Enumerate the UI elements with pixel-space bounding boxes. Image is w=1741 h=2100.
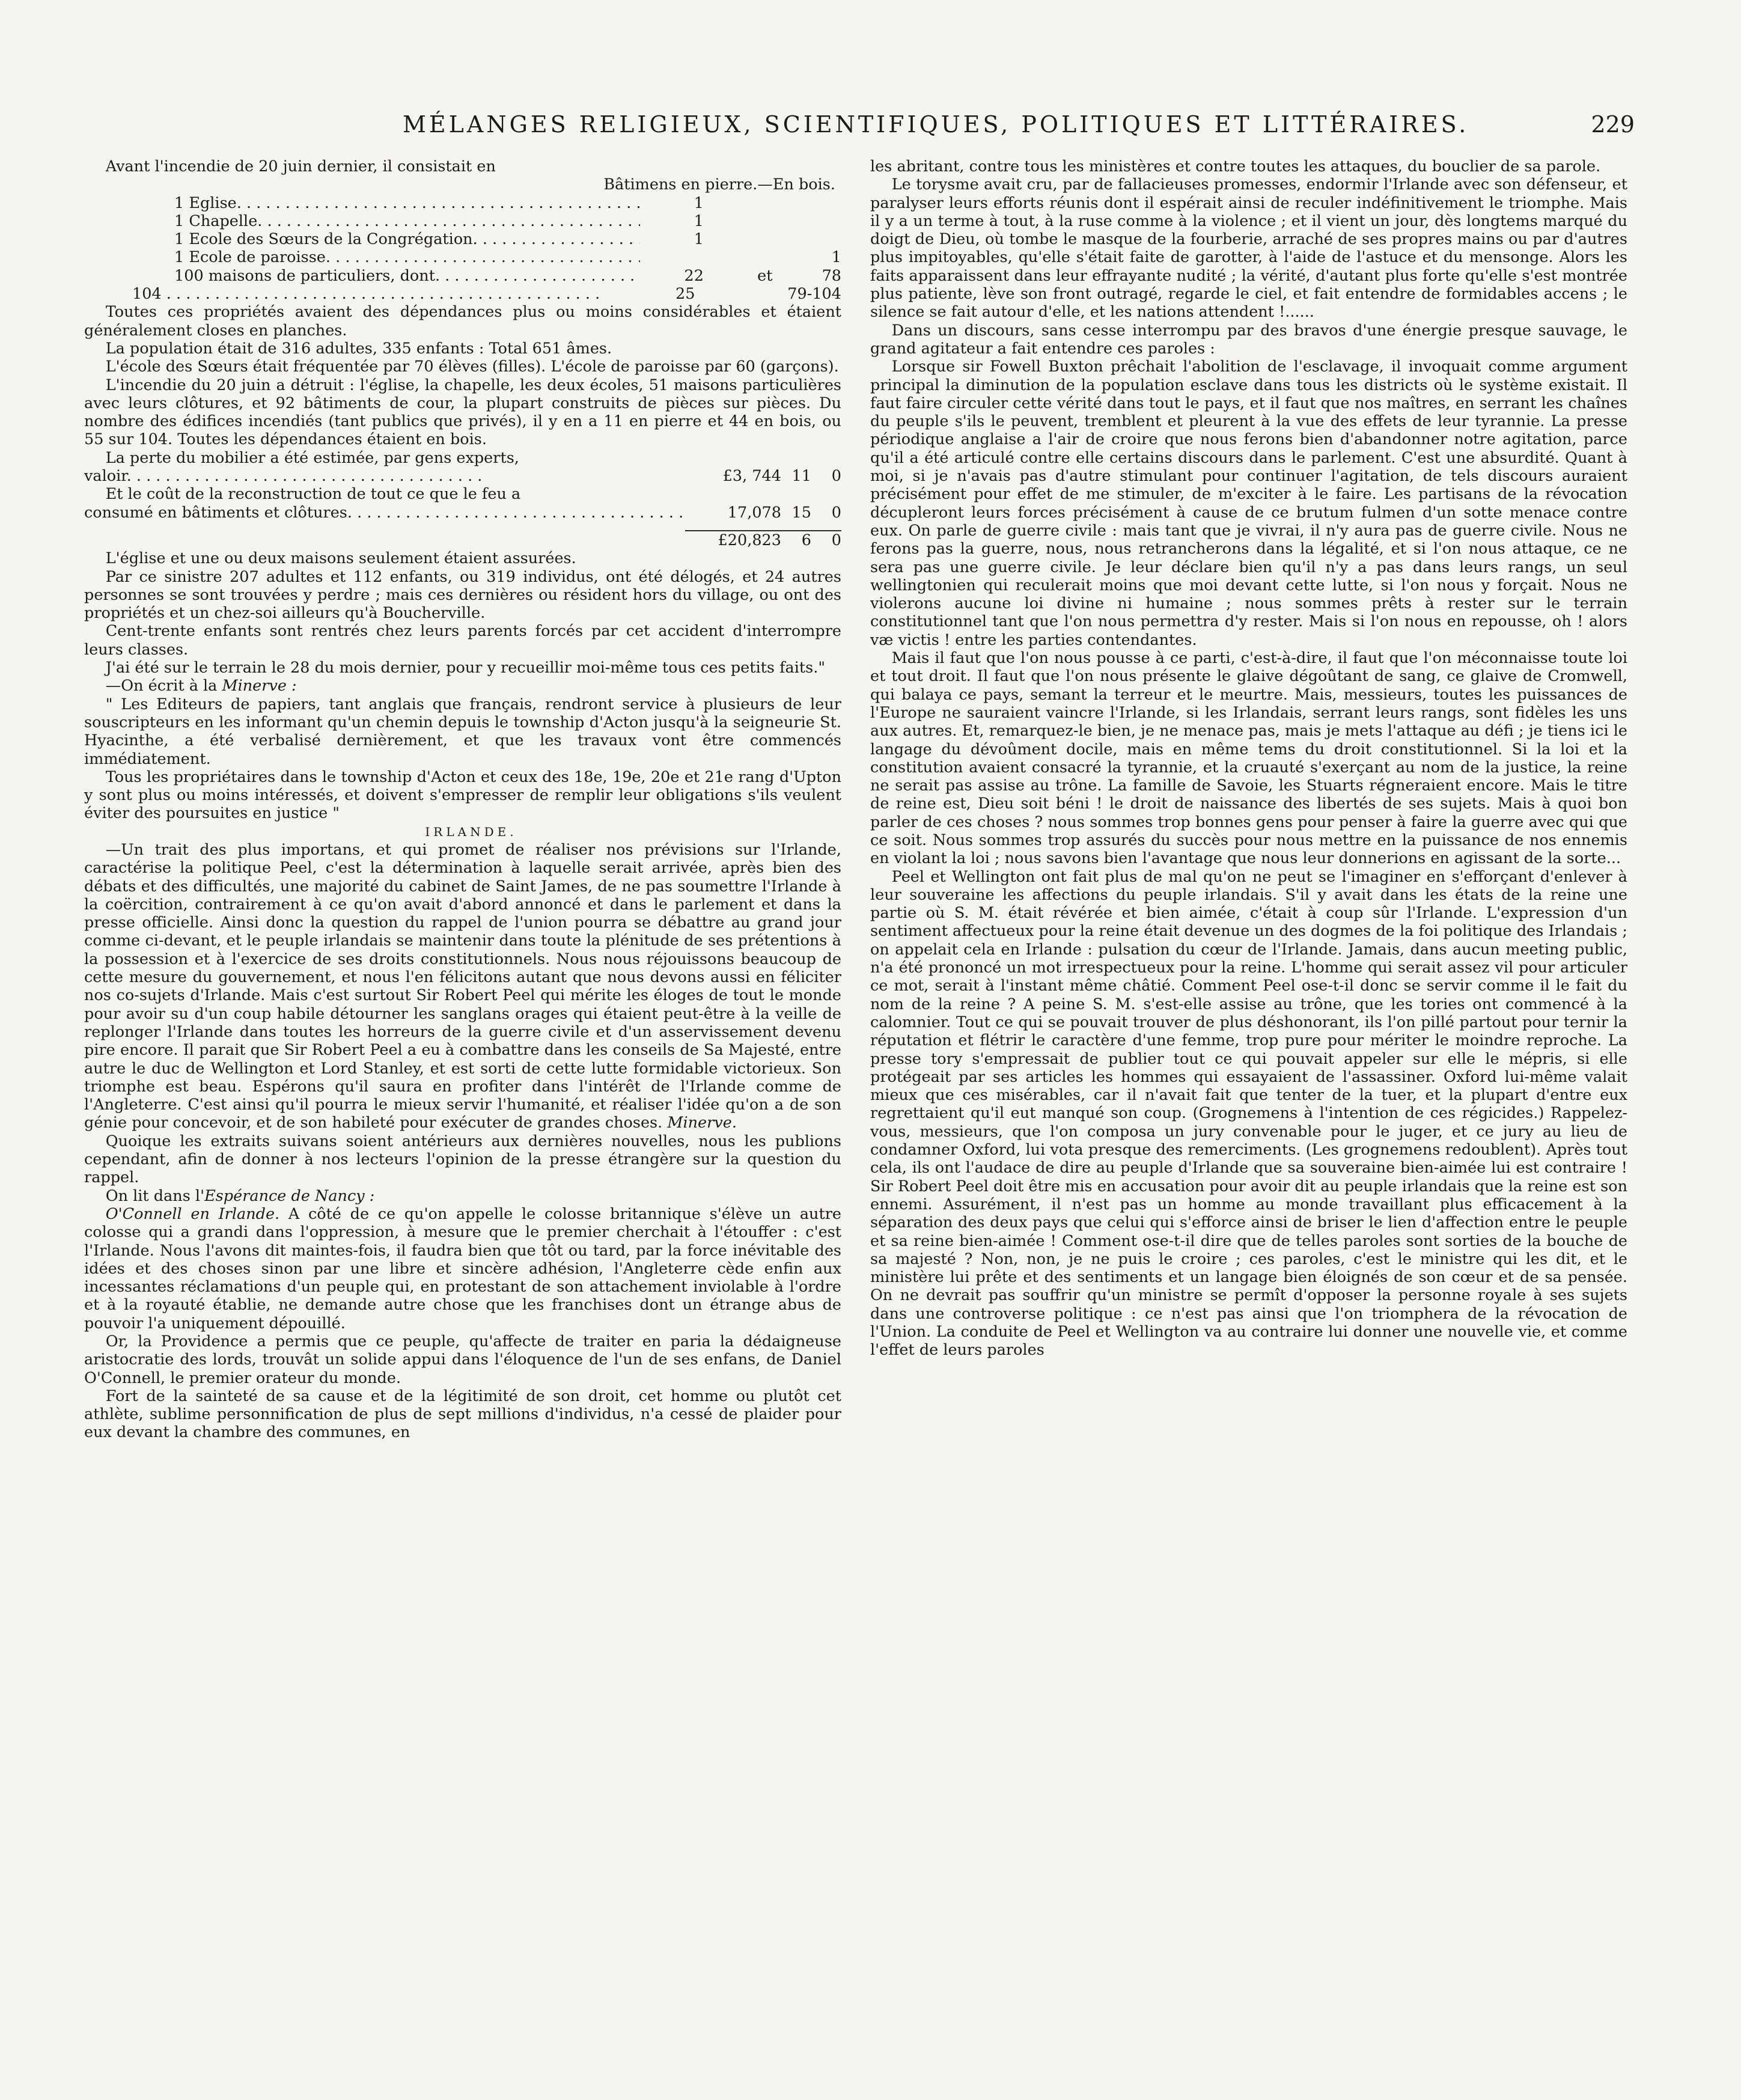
loss-row: La perte du mobilier a été estimée, par gens experts, [105,448,519,467]
paragraph: Dans un discours, sans cesse interrompu par des bravos d'une énergie presque sauvage, le grand agitateur a fait entendre ces paroles : [870,321,1627,358]
paragraph: les abritant, contre tous les ministères et contre toutes les attaques, du bouclier de sa parole. [870,157,1601,176]
paragraph: " Les Editeurs de papiers, tant anglais que français, rendront service à plusieurs de leur souscripteurs en les informant qu'un chemin depuis le township d'Acton jusqu'à la seigneurie St. Hyacinthe, a été verbalisé dernièrement, et que les travaux vont être commencés immédiatement. [84,695,841,768]
inventory-row: 1 Eglise. . . . 1 [84,194,841,212]
paragraph: Quoique les extraits suivans soient antérieurs aux dernières nouvelles, nous les publions cependant, afin de donner à nos lecteurs l'opinion de la presse étrangère sur la question du rappel. [84,1132,841,1187]
minerve-intro: —On écrit à la Minerve : [105,677,297,695]
inventory-intro: Avant l'incendie de 20 juin dernier, il consistait en [105,157,496,176]
loss-total-row: £20,823 6 0 [685,530,841,549]
inventory-table [84,194,841,304]
paragraph: J'ai été sur le terrain le 28 du mois dernier, pour y recueillir moi-même tous ces petits faits." [105,659,826,677]
inventory-row: 1 Ecole des Sœurs de la Congrégation. . . . 1 [84,230,841,248]
paragraph: Cent-trente enfants sont rentrés chez leurs parents forcés par cet accident d'interrompre leurs classes. [84,622,841,659]
loss-table [84,449,841,549]
paragraph: La population était de 316 adultes, 335 enfants : Total 651 âmes. [105,339,612,358]
paragraph: Mais il faut que l'on nous pousse à ce parti, c'est-à-dire, il faut que l'on méconnaisse toute loi et tout droit. Il faut que l'on nous présente le glaive dégoûtant de sang, ce glaive de Cromwell, qui balaya ce pays, semant la terreur et le meurtre. Mais, messieurs, toutes les puissances de l'Europe ne sauraient vaincre l'Irlande, si les Irlandais, serrant leurs rangs, sont fidèles les uns aux autres. Et, remarquez-le bien, je ne menace pas, mais je mets l'attaque au défi ; je tiens ici le langage du dévoûment docile, mais en même tems du droit constitutionnel. Si la loi et la constitution avaient consacré la tyrannie, et la cruauté s'exerçant au nom de la justice, la reine ne serait pas assise au trône. La famille de Savoie, les Stuarts régneraient encore. Mais le titre de reine est, Dieu soit béni ! le droit de naissance des libertés de ses sujets. Mais à quoi bon parler de ces choses ? nous sommes trop bonnes gens pour penser à faire la guerre avec qui que ce soit. Nous sommes trop assurés du succès pour nous mettre en la puissance de nos ennemis en violant la loi ; nous savons bien l'avantage que nous leur donnerions en agissant de la sorte... [870,649,1627,868]
paragraph: Tous les propriétaires dans le township d'Acton et ceux des 18e, 19e, 20e et 21e rang d'Upton y sont plus ou moins intéressés, et doivent s'empresser de remplir leur obligations s'ils veulent éviter des poursuites en justice " [84,768,841,823]
source-signature: Minerve. [667,1114,737,1132]
inventory-row: 100 maisons de particuliers, dont. . . . 22 et 78 [84,267,841,285]
loss-row: valoir. . . . £3, 744 11 0 [84,467,841,485]
left-column [84,157,841,1442]
paragraph: Lorsque sir Fowell Buxton prêchait l'abolition de l'esclavage, il invoquait comme argument principal la diminution de la population esclave dans tous les districts où le système existait. Il faut faire circuler cette vérité dans tout le pays, et il faut que nos maîtres, en serrant les chaînes du peuple s'ils le peuvent, tremblent et pleurent à la vue des effets de leur tyrannie. La presse périodique anglaise a l'air de croire que nous ferons bien d'abandonner notre agitation, parce qu'il a été articulé contre elle certains discours dans le parlement. C'est une absurdité. Quant à moi, si je n'avais pas d'autre stimulant pour continuer l'agitation, de tels discours auraient précisément pour effet de me stimuler, de m'exciter à le faire. Les partisans de la révocation décupleront leurs forces précisément à cause de ce brutum fulmen d'un sotte menace contre eux. On parle de guerre civile : mais tant que je vivrai, il n'y aura pas de guerre civile. Nous ne ferons pas la guerre, nous, nous retrancherons dans la légalité, et si l'on nous attaque, ce ne sera pas une guerre civile. Je leur déclare bien qu'il n'y a pas dans leurs rangs, un seul wellingtonien qui reculerait moins que moi devant cette lutte, si l'on nous y forçait. Nous ne violerons aucune loi divine ni humaine ; nous sommes prêts à rester sur le terrain constitutionnel tant que l'on nous permettra d'y rester. Mais si l'on nous en repousse, oh ! alors væ victis ! entre les parties contendantes. [870,358,1627,649]
page-header [90,111,1635,153]
paragraph: Par ce sinistre 207 adultes et 112 enfants, ou 319 individus, ont été délogés, et 24 autres personnes se sont trouvées y perdre ; mais ces dernières ou résident hors du village, ou ont des propriétés et un chez-soi ailleurs qu'à Boucherville. [84,567,841,623]
inventory-total-row: 104 . . . 25 79-104 [84,285,841,303]
article-title: O'Connell en Irlande. [105,1204,280,1223]
inventory-header: Bâtimens en pierre.—En bois. [603,176,835,194]
paragraph: Peel et Wellington ont fait plus de mal qu'on ne peut se l'imaginer en s'efforçant d'enlever à leur souveraine les affections du peuple irlandais. S'il y avait dans les états de la reine une partie où S. M. était révérée et bien aimée, c'était à coup sûr l'Irlande. L'expression d'un sentiment affectueux pour la reine était devenue un des dogmes de la foi politique des Irlandais ; on appelait cela en Irlande : pulsation du cœur de l'Irlande. Jamais, dans aucun meeting public, n'a été prononcé un mot irrespectueux pour la reine. L'homme qui serait assez vil pour articuler ce mot, serait à l'instant même châtié. Comment Peel ose-t-il donc se servir comme il le fait du nom de la reine ? A peine S. M. s'est-elle assise au trône, que les tories ont commencé à la calomnier. Tout ce qui se pouvait trouver de plus déshonorant, ils l'on pillé partout pour ternir la réputation et flétrir le caractère d'une femme, trop pure pour mériter le moindre reproche. La presse tory s'empressait de publier tout ce qui pouvait appeler sur elle le mépris, si elle protégeait par ses articles les hommes qui essayaient de l'assassiner. Oxford lui-même valait mieux que ces misérables, car il n'avait fait que tenter de la tuer, et la plupart d'entre eux regrettaient qu'il eut manqué son coup. (Grognemens à l'intention de ces régicides.) Rappelez-vous, messieurs, que l'on composa un jury convenable pour le juger, et ce jury au lieu de condamner Oxford, lui vota presque des remerciments. (Les grognemens redoublent). Après tout cela, ils ont l'audace de dire au peuple d'Irlande que sa souveraine bien-aimée lui est contraire ! Sir Robert Peel doit être mis en accusation pour avoir dit au peuple irlandais que la reine est son ennemi. Assurément, il n'est pas un homme au monde travaillant plus efficacement à la séparation des deux pays que celui qui s'efforce ainsi de briser le lien d'affection entre le peuple et sa reine bien-aimée ! Comment ose-t-il dire que de telles paroles sont sorties de la bouche de sa majesté ? Non, non, je ne puis le croire ; ces paroles, c'est le ministre qui les dit, et le ministère lui prête et des sentiments et un langage bien éloignés de son cœur et de sa pensée. On ne devrait pas souffrir qu'un ministre se permît d'opposer la personne royale à ses sujets dans une controverse politique : ce n'est pas ainsi que l'on triomphera de la révocation de l'Union. La conduite de Peel et Wellington va au contraire lui donner une nouvelle vie, et comme l'effet de leurs paroles [870,867,1627,1360]
paragraph: —Un trait des plus importans, et qui promet de réaliser nos prévisions sur l'Irlande, caractérise la politique Peel, c'est la détermination à laquelle serait arrivée, après bien des débats et des difficultés, une majorité du cabinet de Saint James, de ne pas soumettre l'Irlande à la coërcition, contrairement à ce qu'on avait d'abord annoncé et dans le parlement et dans la presse officielle. Ainsi donc la question du rappel de l'union pourra se débattre au grand jour comme ci-devant, et le peuple irlandais se maintenir dans toute la plénitude de ses prétentions à la possession et à l'exercice de ses droits constitutionnels. Nous nous réjouissons beaucoup de cette mesure du gouvernement, et nous l'en félicitons autant que nous devons aussi en féliciter nos co-sujets d'Irlande. Mais c'est surtout Sir Robert Peel qui mérite les éloges de tout le monde pour avoir su d'un coup habile détourner les sanglans orages qui étaient peut-être à la veille de replonger l'Irlande dans toutes les horreurs de la guerre civile et d'un asservissement devenu pire encore. Il parait que Sir Robert Peel a eu à combattre dans les conseils de Sa Majesté, entre autre le duc de Wellington et Lord Stanley, et est sorti de cette lutte formidable victorieux. Son triomphe est beau. Espérons qu'il saura en profiter dans l'intérêt de l'Irlande comme de l'Angleterre. C'est ainsi qu'il pourra le mieux servir l'humanité, et réaliser l'idée qu'on a de son génie pour concevoir, et de son habileté pour exécuter de grandes choses. Minerve. [84,840,841,1132]
paragraph: Fort de la sainteté de sa cause et de la légitimité de son droit, cet homme ou plutôt cet athlète, sublime personnification de plus de sept millions d'individus, n'a cessé de plaider pour eux devant la chambre des communes, en [84,1387,841,1442]
running-title: MÉLANGES RELIGIEUX, SCIENTIFIQUES, POLITIQUES ET LITTÉRAIRES. [403,111,1469,138]
esperance-intro: On lit dans l'Espérance de Nancy : [105,1186,375,1205]
paragraph: Or, la Providence a permis que ce peuple, qu'affecte de traiter en paria la dédaigneuse aristocratie des lords, trouvât un solide appui dans l'éloquence de l'un de ses enfans, de Daniel O'Connell, le premier orateur du monde. [84,1332,841,1387]
loss-row: consumé en bâtiments et clôtures. . . . 17,078 15 0 [84,504,841,522]
paragraph: Toutes ces propriétés avaient des dépendances plus ou moins considérables et étaient généralement closes en planches. [84,303,841,340]
inventory-row: 1 Ecole de paroisse. . . . 1 [84,248,841,266]
paragraph: L'école des Sœurs était fréquentée par 70 élèves (filles). L'école de paroisse par 60 (garçons). [105,358,839,376]
paragraph: Le torysme avait cru, par de fallacieuses promesses, endormir l'Irlande avec son défenseur, et paralyser leurs efforts réunis dont il espérait ainsi de reculer indéfinitivement le triomphe. Mais il y a un terme à tout, à la ruse comme à la violence ; et il vient un jour, dès longtems marqué du doigt de Dieu, où tombe le masque de la fourberie, arraché de ses propres mains ou par d'autres plus impitoyables, qu'elle s'était faite de garotter, à l'aide de l'astuce et du mensonge. Alors les faits apparaissent dans leur effrayante nudité ; la vérité, d'autant plus forte qu'elle s'est montrée plus patiente, lève son front outragé, regarde le ciel, et fait entendre de formidables accens ; le silence se fait autour d'elle, et les nations attendent !...... [870,176,1627,322]
section-title-irlande: IRLANDE. [425,824,517,839]
right-column [870,157,1627,1360]
paragraph: L'incendie du 20 juin a détruit : l'église, la chapelle, les deux écoles, 51 maisons particulières avec leurs clôtures, et 92 bâtiments de cour, la plupart construits de pièces sur pièces. Du nombre des édifices incendiés (tant publics que privés), il y en a 11 en pierre et 44 en bois, ou 55 sur 104. Toutes les dépendances étaient en bois. [84,376,841,449]
paragraph: L'église et une ou deux maisons seulement étaient assurées. [105,549,576,568]
paragraph: O'Connell en Irlande. A côté de ce qu'on appelle le colosse britannique s'élève un autre colosse qui a grandi dans l'oppression, à mesure que le premier cherchait à l'étouffer : c'est l'Irlande. Nous l'avons dit maintes-fois, il faudra bien que tôt ou tard, par la force inévitable des idées et des choses sinon par une libre et sincère adhésion, l'Angleterre cède enfin aux incessantes réclamations d'un peuple qui, en protestant de son attachement inviolable à l'ordre et à la royauté établie, ne demande autre chose que les franchises dont un étrange abus de pouvoir l'a uniquement dépouillé. [84,1204,841,1332]
page-number: 229 [1591,111,1635,138]
inventory-row: 1 Chapelle. . . . 1 [84,212,841,230]
loss-row: Et le coût de la reconstruction de tout ce que le feu a [105,485,521,504]
